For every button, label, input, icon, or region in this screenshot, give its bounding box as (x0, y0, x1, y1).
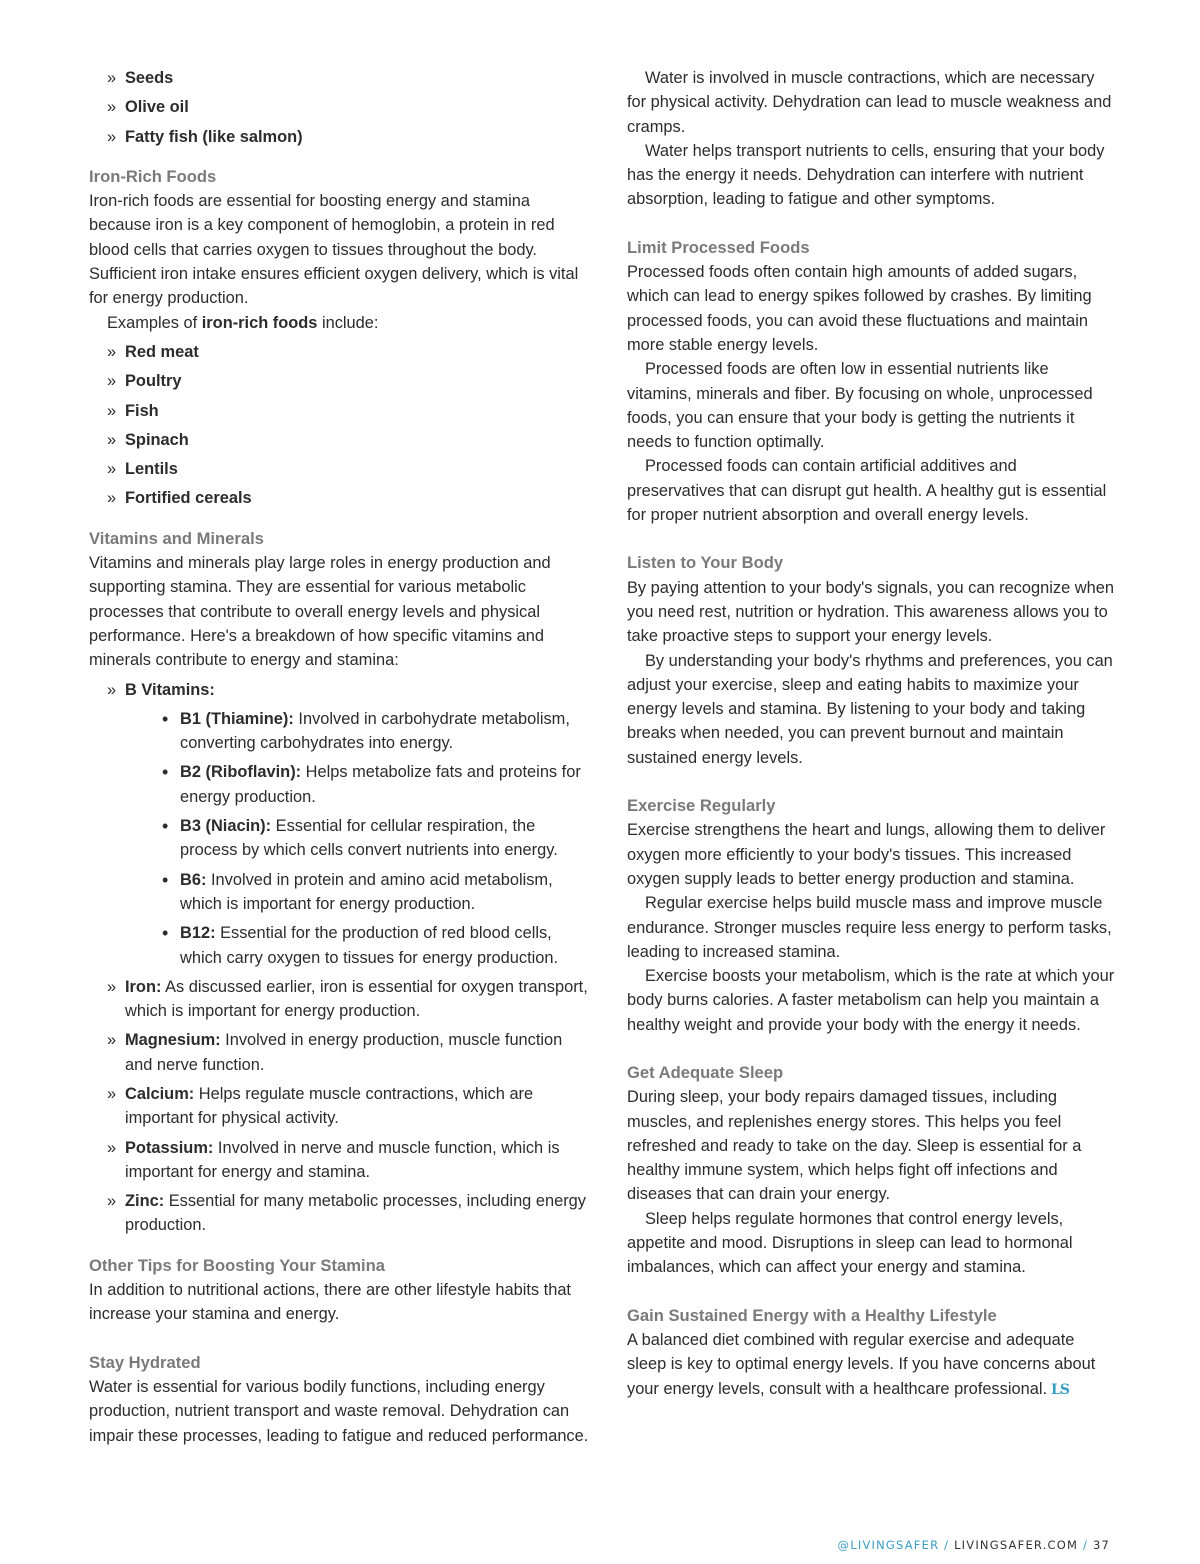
examples-post: include: (317, 313, 379, 332)
page-number: 37 (1092, 1538, 1110, 1552)
page-footer (838, 1538, 1110, 1552)
iron-heading: Iron-Rich Foods (89, 166, 217, 186)
other-tips-paragraph: In addition to nutritional actions, there are other lifestyle habits that increase your stamina and energy. (89, 1281, 571, 1324)
sleep-heading: Get Adequate Sleep (627, 1062, 784, 1082)
item-label: Calcium: (125, 1084, 195, 1103)
item-text: Involved in protein and amino acid metabolism, which is important for energy production. (180, 870, 553, 913)
iron-foods-list (89, 340, 589, 511)
vitamins-list (89, 678, 589, 1238)
hydrated-paragraph: Water is essential for various bodily functions, including energy production, nutrient transport and waste removal. Dehydration can impair these processes, leading to fatigue and reduced performance. (89, 1377, 589, 1445)
b-vitamins-sublist (89, 707, 589, 970)
b-vitamins-label: B Vitamins: (125, 680, 215, 699)
list-item (89, 1136, 589, 1185)
ls-logo-icon: LS (1051, 1381, 1069, 1398)
sleep-paragraph-2: Sleep helps regulate hormones that control energy levels, appetite and mood. Disruptions in sleep can lead to hormonal imbalances, which can affect your energy and stamina. (627, 1209, 1073, 1277)
healthy-fats-list (89, 66, 589, 149)
iron-paragraph: Iron-rich foods are essential for boosting energy and stamina because iron is a key component of hemoglobin, a protein in red blood cells that carries oxygen to tissues throughout the body. Sufficient iron intake ensures efficient oxygen delivery, which is vital for energy production. (89, 192, 579, 308)
item-label: Magnesium: (125, 1031, 221, 1050)
examples-pre: Examples of (107, 313, 202, 332)
examples-bold: iron-rich foods (201, 313, 318, 332)
processed-heading: Limit Processed Foods (627, 237, 810, 257)
item-text: Involved in energy production, muscle function and nerve function. (125, 1031, 563, 1074)
item-label: Zinc: (125, 1192, 165, 1211)
listen-heading: Listen to Your Body (627, 553, 784, 573)
list-item: » Fish (89, 399, 589, 423)
exercise-heading: Exercise Regularly (627, 796, 776, 816)
processed-paragraph-2: Processed foods are often low in essential nutrients like vitamins, minerals and fiber. By focusing on whole, unprocessed foods, you can ensure that your body is getting the nutrients it needs to function optimally. (627, 360, 1093, 452)
item-label: B12: (180, 924, 216, 943)
item-text: Helps metabolize fats and proteins for energy production. (180, 763, 581, 806)
exercise-paragraph-2: Regular exercise helps build muscle mass and improve muscle endurance. Stronger muscles require less energy to perform tasks, leading to increased stamina. (627, 894, 1112, 961)
item-label: Iron: (125, 977, 162, 996)
list-item: » Olive oil (89, 95, 589, 119)
sustained-heading: Gain Sustained Energy with a Healthy Lifestyle (627, 1305, 997, 1325)
item-text: Essential for many metabolic processes, including energy production. (125, 1192, 586, 1235)
list-item (89, 678, 589, 970)
sustained-text: A balanced diet combined with regular exercise and adequate sleep is key to optimal energy levels. If you have concerns about your energy levels, consult with a healthcare professional. (627, 1330, 1096, 1398)
processed-paragraph-3: Processed foods can contain artificial additives and preservatives that can disrupt gut health. A healthy gut is essential for proper nutrient absorption and overall energy levels. (627, 457, 1107, 525)
sub-list-item (89, 921, 589, 970)
item-text: As discussed earlier, iron is essential for oxygen transport, which is important for energy production. (125, 977, 588, 1021)
list-item (89, 975, 589, 1024)
item-text: Involved in carbohydrate metabolism, converting carbohydrates into energy. (180, 709, 570, 753)
item-text: Essential for cellular respiration, the process by which cells convert nutrients into energy. (180, 817, 558, 860)
footer-separator: / (1078, 1538, 1093, 1552)
sustained-paragraph (627, 1328, 1117, 1402)
left-column (89, 66, 589, 1448)
item-label: B6: (180, 870, 207, 889)
sub-list-item (89, 707, 589, 756)
listen-paragraph-1: By paying attention to your body's signals, you can recognize when you need rest, nutrition or hydration. This awareness allows you to take proactive steps to support your energy levels. (627, 578, 1114, 646)
list-item (89, 1028, 589, 1077)
item-label: B2 (Riboflavin): (180, 763, 302, 782)
list-item: » Fatty fish (like salmon) (89, 125, 589, 149)
list-item: » Red meat (89, 340, 589, 364)
list-item: » Seeds (89, 66, 589, 90)
social-handle[interactable]: @LIVINGSAFER (837, 1538, 940, 1552)
list-item: » Lentils (89, 457, 589, 481)
item-text: Helps regulate muscle contractions, which are important for physical activity. (125, 1084, 534, 1128)
other-tips-heading: Other Tips for Boosting Your Stamina (89, 1255, 385, 1275)
exercise-paragraph-3: Exercise boosts your metabolism, which is the rate at which your body burns calories. A faster metabolism can help you maintain a healthy weight and provide your body with the energy it needs. (627, 967, 1115, 1034)
hydrated-paragraph-2: Water is involved in muscle contractions, which are necessary for physical activity. Dehydration can lead to muscle weakness and cramps. (627, 69, 1112, 136)
item-text: Involved in nerve and muscle function, which is important for energy and stamina. (125, 1138, 560, 1181)
list-item: » Poultry (89, 369, 589, 393)
hydrated-heading: Stay Hydrated (89, 1352, 201, 1372)
list-item: » Spinach (89, 428, 589, 452)
list-item (89, 1189, 589, 1238)
sub-list-item (89, 814, 589, 863)
right-column (627, 66, 1117, 1402)
item-text: Essential for the production of red blood cells, which carry oxygen to tissues for energy production. (180, 924, 559, 967)
list-item (89, 1082, 589, 1131)
sub-list-item (89, 868, 589, 917)
item-label: B1 (Thiamine): (180, 709, 294, 728)
sub-list-item (89, 760, 589, 809)
item-label: Potassium: (125, 1138, 214, 1157)
vitamins-heading: Vitamins and Minerals (89, 528, 264, 548)
vitamins-paragraph: Vitamins and minerals play large roles in energy production and supporting stamina. They are essential for various metabolic processes that contribute to overall energy levels and physical performance. Here's a breakdown of how specific vitamins and minerals contribute to energy and stamina: (89, 554, 551, 670)
footer-separator: / (939, 1538, 955, 1552)
list-item: » Fortified cereals (89, 486, 589, 510)
hydrated-paragraph-3: Water helps transport nutrients to cells, ensuring that your body has the energy it needs. Dehydration can interfere with nutrient absorption, leading to fatigue and other symptoms. (627, 141, 1105, 209)
sleep-paragraph-1: During sleep, your body repairs damaged tissues, including muscles, and replenishes energy stores. This helps you feel refreshed and ready to take on the day. Sleep is essential for a healthy immune system, which helps fight off infections and diseases that can drain your energy. (627, 1088, 1082, 1204)
processed-paragraph-1: Processed foods often contain high amounts of added sugars, which can lead to energy spikes followed by crashes. By limiting processed foods, you can avoid these fluctuations and maintain more stable energy levels. (627, 263, 1092, 354)
exercise-paragraph-1: Exercise strengthens the heart and lungs, allowing them to deliver oxygen more efficiently to your body's tissues. This increased oxygen supply leads to better energy production and stamina. (627, 821, 1106, 888)
website-link[interactable]: LIVINGSAFER.COM (954, 1538, 1079, 1552)
iron-examples-intro (89, 311, 589, 335)
item-label: B3 (Niacin): (180, 817, 272, 836)
listen-paragraph-2: By understanding your body's rhythms and preferences, you can adjust your exercise, sleep and eating habits to maximize your energy levels and stamina. By listening to your body and taking breaks when needed, you can prevent burnout and maintain sustained energy levels. (627, 651, 1113, 767)
